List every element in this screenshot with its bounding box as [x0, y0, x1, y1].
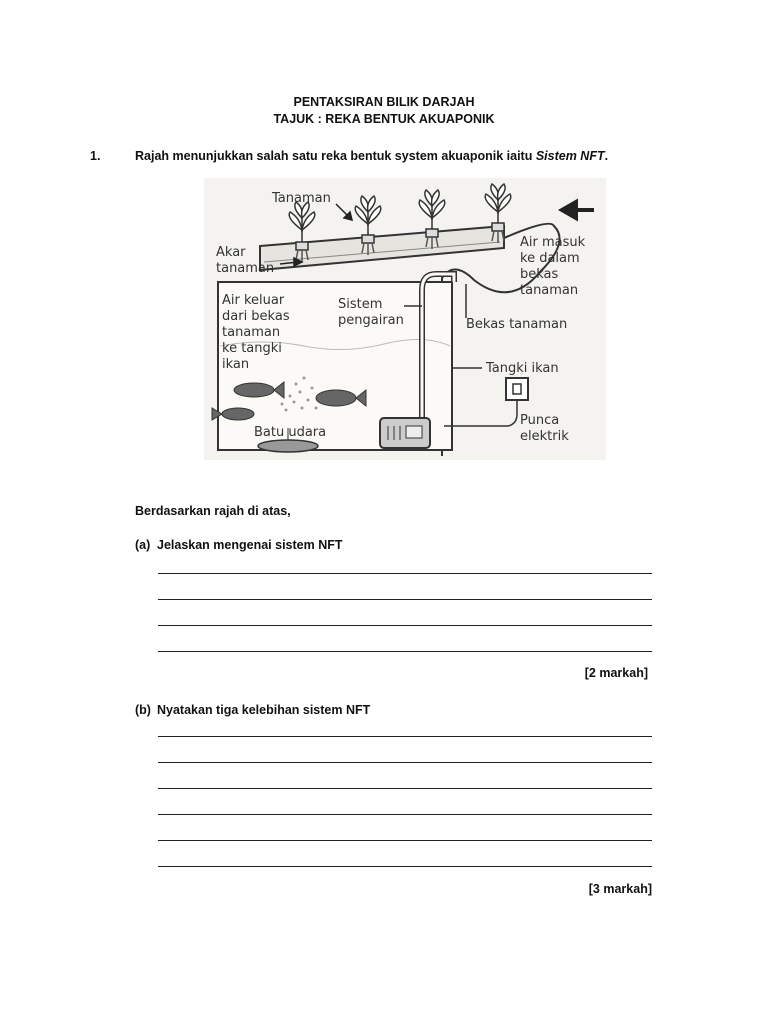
worksheet-title: PENTAKSIRAN BILIK DARJAH	[293, 95, 475, 109]
power-socket	[506, 378, 528, 400]
tanaman-arrow	[336, 204, 352, 220]
aquaponic-diagram-svg	[204, 178, 606, 460]
answer-line-b2[interactable]	[158, 762, 652, 763]
part-b-question	[135, 703, 370, 717]
question-text-start: Rajah menunjukkan salah satu reka bentuk system akuaponik iaitu	[135, 149, 536, 163]
answer-line-a1[interactable]	[158, 573, 652, 574]
part-b-text: Nyatakan tiga kelebihan sistem NFT	[157, 703, 371, 717]
answer-line-b6[interactable]	[158, 866, 652, 867]
answer-line-a3[interactable]	[158, 625, 652, 626]
label-akar-line2: tanaman	[216, 261, 275, 276]
label-tanaman: Tanaman	[272, 191, 331, 206]
part-a-letter: (a)	[135, 538, 151, 552]
label-air-keluar-line2: dari bekas	[222, 309, 290, 324]
part-a-question	[135, 538, 343, 552]
label-akar-line1: Akar	[216, 245, 246, 260]
question-text-end: .	[604, 149, 609, 163]
label-sistem-line2: pengairan	[338, 313, 404, 328]
aquaponic-diagram	[204, 178, 606, 460]
part-b-letter: (b)	[135, 703, 151, 717]
power-cable	[444, 400, 517, 426]
answer-line-b5[interactable]	[158, 840, 652, 841]
label-punca-line1: Punca	[520, 413, 560, 428]
label-sistem-line1: Sistem	[338, 297, 383, 312]
intro-text: Berdasarkan rajah di atas,	[135, 504, 291, 518]
label-punca-line2: elektrik	[520, 429, 569, 444]
air-stone	[258, 440, 318, 452]
answer-line-b4[interactable]	[158, 814, 652, 815]
answer-line-b1[interactable]	[158, 736, 652, 737]
question-number: 1.	[90, 149, 101, 163]
question-text-italic: Sistem NFT	[535, 149, 605, 163]
label-bekas-tanaman: Bekas tanaman	[466, 317, 568, 332]
label-air-masuk-line1: Air masuk	[520, 235, 586, 250]
answer-line-a2[interactable]	[158, 599, 652, 600]
question-text	[135, 149, 608, 163]
label-tangki-ikan: Tangki ikan	[486, 361, 559, 376]
label-air-masuk-line2: ke dalam	[520, 251, 580, 266]
label-air-keluar-line3: tanaman	[222, 325, 281, 340]
answer-line-a4[interactable]	[158, 651, 652, 652]
marks-a: [2 markah]	[584, 666, 648, 680]
part-a-text: Jelaskan mengenai sistem NFT	[157, 538, 343, 552]
marks-b: [3 markah]	[588, 882, 652, 896]
water-in-arrow	[562, 202, 594, 218]
label-air-keluar-line1: Air keluar	[222, 293, 285, 308]
label-air-masuk-line4: tanaman	[520, 283, 579, 298]
worksheet-topic: TAJUK : REKA BENTUK AKUAPONIK	[273, 112, 495, 126]
label-air-masuk-line3: bekas	[520, 267, 559, 282]
answer-line-b3[interactable]	[158, 788, 652, 789]
label-air-keluar-line5: ikan	[222, 357, 250, 372]
label-air-keluar-line4: ke tangki	[222, 341, 282, 356]
label-batu-udara: Batu udara	[254, 425, 327, 440]
